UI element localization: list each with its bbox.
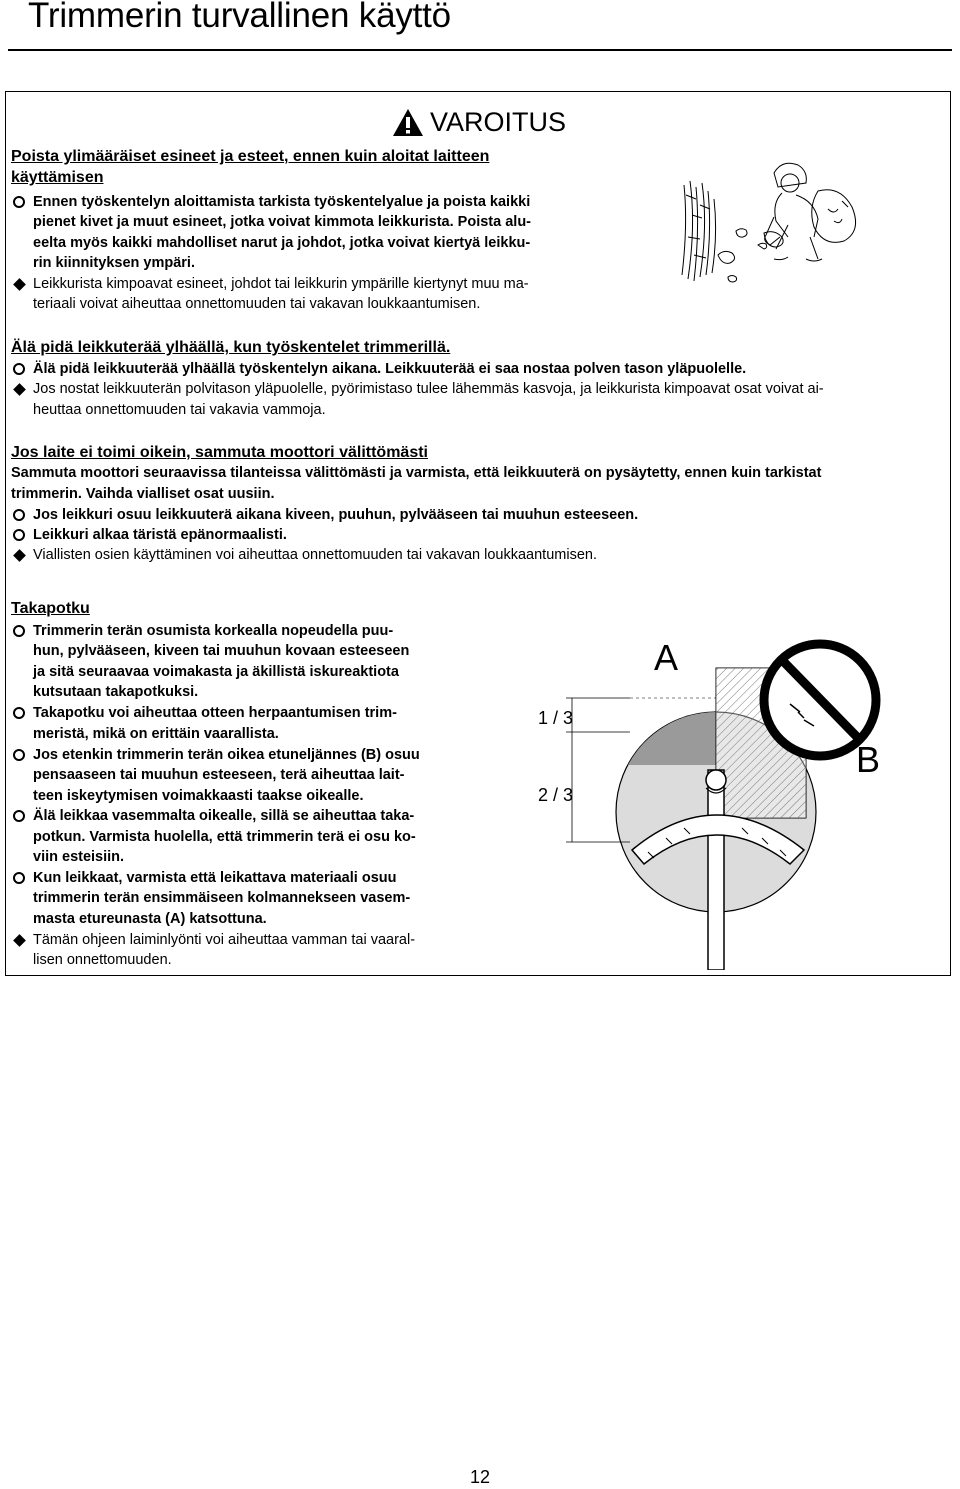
section3-intro-line: trimmerin. Vaihda vialliset osat uusiin.: [11, 486, 275, 502]
section1-item-line: rin kiinnityksen ympäri.: [33, 255, 195, 271]
circle-bullet-icon: [11, 703, 27, 723]
warning-label: VAROITUS: [430, 106, 567, 137]
section4-item-line: viin esteisiin.: [33, 849, 125, 865]
trimmer-shaft: [708, 770, 724, 970]
section4-item-line: Älä leikkaa vasemmalta oikealle, sillä se aiheuttaa taka-: [33, 808, 415, 824]
label-b: B: [856, 739, 881, 780]
section4-item-line: ja sitä seuraavaa voimakasta ja äkillistä iskureaktiota: [33, 664, 399, 680]
section4-item-line: potkun. Varmista huolella, että trimmerin terä ei osu ko-: [33, 829, 416, 845]
warning-header: [392, 106, 566, 138]
section2-consequence-line: Jos nostat leikkuuterän polvitason yläpuolelle, pyörimistaso tulee lähemmäs kasvoja, ja leikkurista kimpoavat osat voivat ai-: [33, 381, 824, 397]
diamond-bullet-icon: [11, 930, 27, 950]
circle-bullet-icon: [11, 525, 27, 545]
section4-item-line: hun, pylvääseen, kiveen tai muuhun kovaan esteeseen: [33, 643, 410, 659]
section4-heading: Takapotku: [11, 600, 90, 617]
circle-bullet-icon: [11, 359, 27, 379]
circle-bullet-icon: [11, 505, 27, 525]
section4-item-line: Takapotku voi aiheuttaa otteen herpaantumisen trim-: [33, 705, 397, 721]
title-divider: [8, 49, 952, 51]
section3-intro-line: Sammuta moottori seuraavissa tilanteissa välittömästi ja varmista, että leikkuuterä on pysäytetty, ennen kuin tarkistat: [11, 465, 822, 481]
fraction-two-thirds: 2 / 3: [538, 785, 574, 805]
section3-consequence: Viallisten osien käyttäminen voi aiheuttaa onnettomuuden tai vakavan loukkaantumisen.: [33, 547, 597, 563]
debris-clearing-illustration: [678, 155, 888, 295]
section1-consequence-line: Leikkurista kimpoavat esineet, johdot tai leikkurin ympärille kiertynyt muu ma-: [33, 276, 529, 292]
section3-item: Leikkuri alkaa täristä epänormaalisti.: [33, 527, 287, 543]
section4-item-line: teen iskeytymisen voimakkaasti taakse oikealle.: [33, 788, 364, 804]
page-number: 12: [470, 1467, 491, 1487]
section4-item-line: trimmerin terän ensimmäiseen kolmannekseen vasem-: [33, 890, 411, 906]
diamond-bullet-icon: [11, 274, 27, 294]
section4-item-line: Jos etenkin trimmerin terän oikea etuneljännes (B) osuu: [33, 747, 420, 763]
section4-item-line: masta etureunasta (A) katsottuna.: [33, 911, 267, 927]
kickback-diagram: [520, 620, 920, 970]
section1-heading-line2: käyttämisen: [11, 169, 104, 186]
page-title: Trimmerin turvallinen käyttö: [28, 0, 451, 35]
section1-item-line: pienet kivet ja muut esineet, jotka voivat kimmota leikkurista. Poista alu-: [33, 214, 531, 230]
circle-bullet-icon: [11, 806, 27, 826]
section2-consequence-line: heuttaa onnettomuuden tai vakavia vammoja.: [33, 402, 326, 418]
section4-consequence-line: lisen onnettomuuden.: [33, 952, 172, 968]
section1-consequence-line: teriaali voivat aiheuttaa onnettomuuden tai vakavan loukkaantumisen.: [33, 296, 481, 312]
section1-item-line: Ennen työskentelyn aloittamista tarkista työskentelyalue ja poista kaikki: [33, 194, 531, 210]
section3-heading: Jos laite ei toimi oikein, sammuta moottori välittömästi: [11, 444, 428, 461]
section3-item: Jos leikkuri osuu leikkuuterä aikana kiveen, puuhun, pylvääseen tai muuhun esteeseen.: [33, 507, 639, 523]
section4-item-line: Kun leikkaat, varmista että leikattava materiaali osuu: [33, 870, 397, 886]
warning-triangle-icon: [392, 108, 424, 137]
circle-bullet-icon: [11, 868, 27, 888]
diamond-bullet-icon: [11, 379, 27, 399]
diamond-bullet-icon: [11, 545, 27, 565]
safe-zone-shading: [628, 712, 716, 765]
section4-item-line: Trimmerin terän osumista korkealla nopeudella puu-: [33, 623, 394, 639]
section4-item-line: kutsutaan takapotkuksi.: [33, 684, 199, 700]
circle-bullet-icon: [11, 745, 27, 765]
section1-heading-line1: Poista ylimääräiset esineet ja esteet, ennen kuin aloitat laitteen: [11, 148, 490, 165]
section2-heading: Älä pidä leikkuterää ylhäällä, kun työskentelet trimmerillä.: [11, 339, 451, 356]
section2-item: Älä pidä leikkuuterää ylhäällä työskentelyn aikana. Leikkuuterää ei saa nostaa polven tason yläpuolelle.: [33, 361, 747, 377]
fraction-one-third: 1 / 3: [538, 708, 574, 728]
section1-item-line: eelta myös kaikki mahdolliset narut ja johdot, jotka voivat kiertyä leikku-: [33, 235, 531, 251]
section4-item-line: meristä, mikä on erittäin vaarallista.: [33, 726, 279, 742]
section4-item-line: pensaaseen tai muuhun esteeseen, terä aiheuttaa lait-: [33, 767, 405, 783]
circle-bullet-icon: [11, 192, 27, 212]
section4-consequence-line: Tämän ohjeen laiminlyönti voi aiheuttaa vamman tai vaaral-: [33, 932, 416, 948]
circle-bullet-icon: [11, 621, 27, 641]
label-a: A: [654, 637, 679, 678]
